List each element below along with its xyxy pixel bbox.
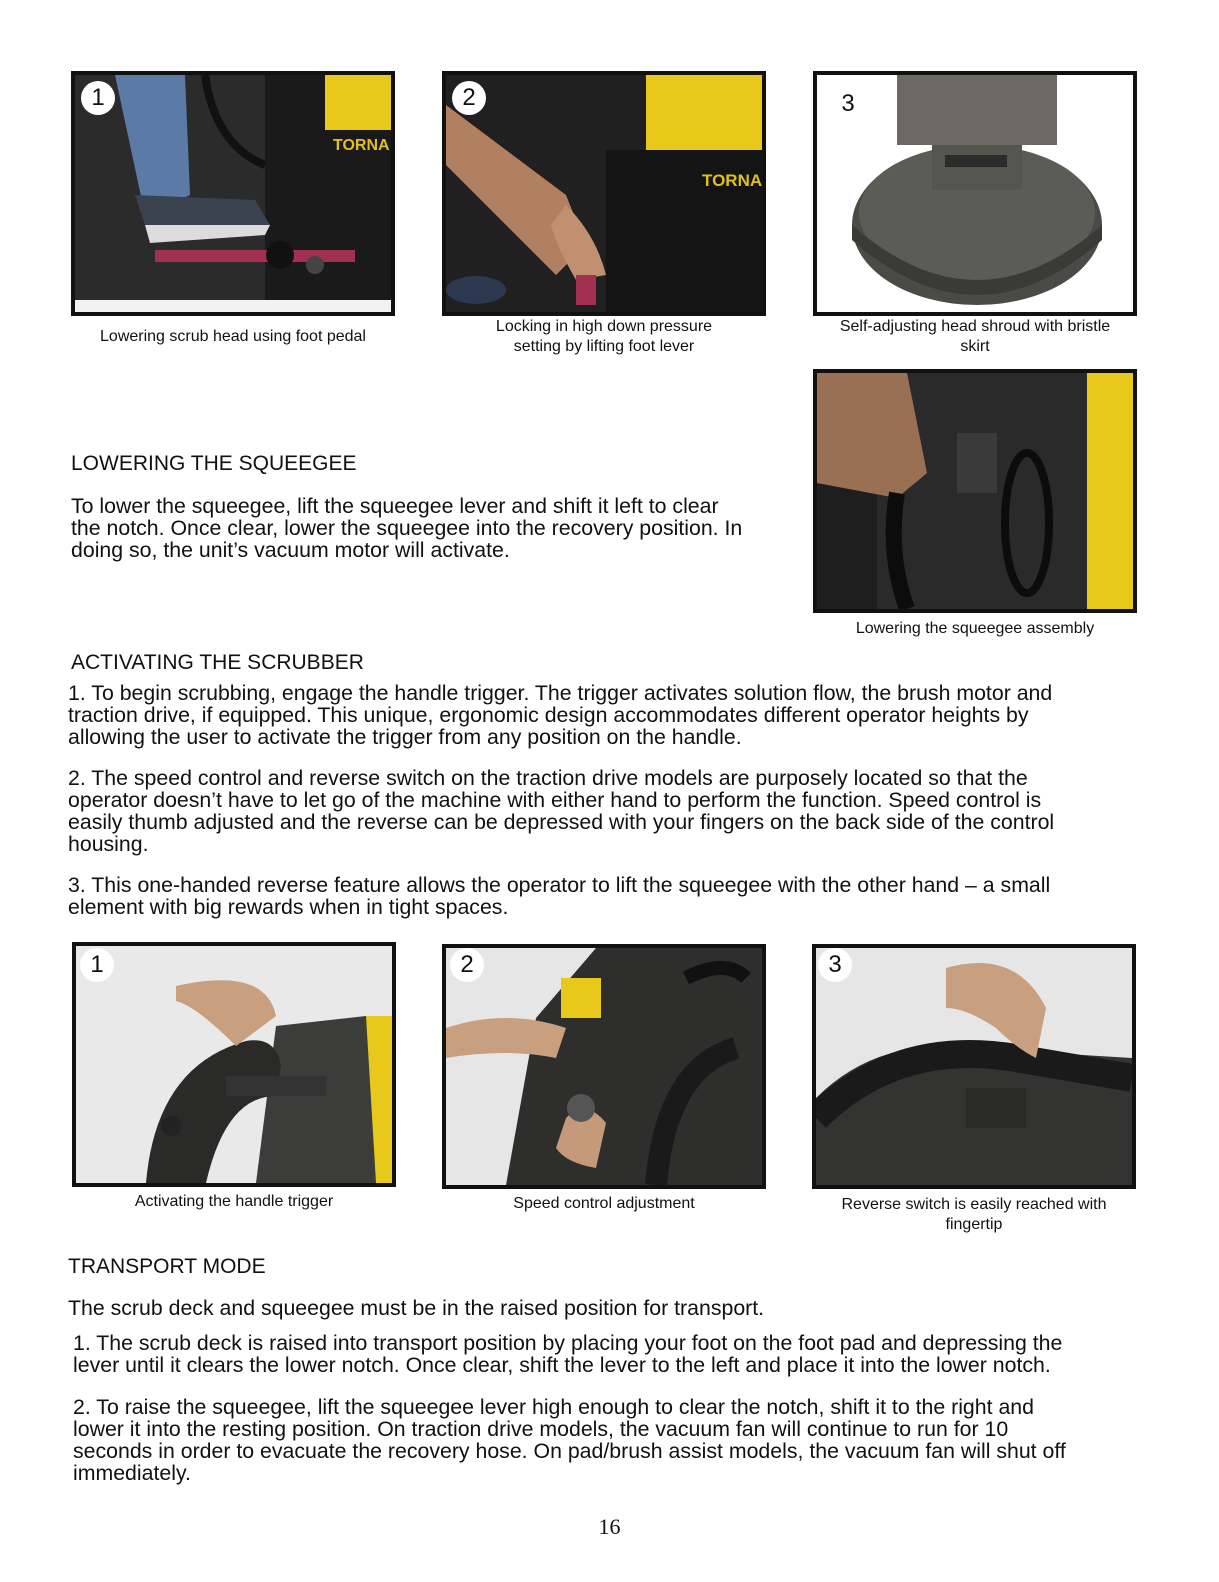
text-line: 3. This one-handed reverse feature allows the operator to lift the squeegee with the other hand – a small [68, 873, 1051, 897]
figure-number-badge: 2 [450, 948, 484, 982]
text-line: allowing the user to activate the trigger from any position on the handle. [68, 725, 742, 749]
section-heading-activating-scrubber: ACTIVATING THE SCRUBBER [71, 651, 364, 674]
text-line: To lower the squeegee, lift the squeegee lever and shift it left to clear [71, 494, 719, 518]
text-line: 1. To begin scrubbing, engage the handle trigger. The trigger activates solution flow, the brush motor and [68, 681, 1053, 705]
photo-foot-pedal [71, 71, 395, 316]
text-line: lower it into the resting position. On traction drive models, the vacuum fan will continue to run for 10 [73, 1417, 1009, 1441]
foot-pedal-illustration [75, 75, 391, 312]
caption-squeegee-assembly: Lowering the squeegee assembly [855, 620, 1095, 637]
text-line: 2. The speed control and reverse switch on the traction drive models are purposely located so that the [68, 766, 1028, 790]
section-heading-lowering-squeegee: LOWERING THE SQUEEGEE [71, 452, 357, 475]
lowering-squeegee-paragraph [71, 495, 811, 561]
text-line: 2. To raise the squeegee, lift the squeegee lever high enough to clear the notch, shift it to the right and [73, 1395, 1034, 1419]
photo-foot-lever [442, 71, 766, 316]
caption-line: Locking in high down pressure [495, 318, 713, 335]
figure-number-badge: 1 [81, 81, 115, 115]
caption-line: skirt [960, 338, 990, 355]
caption-foot-lever [442, 317, 766, 357]
foot-lever-illustration [446, 75, 762, 312]
figure-number-badge: 2 [452, 81, 486, 115]
transport-paragraph-1 [73, 1332, 1173, 1376]
caption-head-shroud [813, 317, 1137, 357]
text-line: immediately. [73, 1461, 191, 1485]
figure-number-badge: 1 [80, 948, 114, 982]
text-line: operator doesn’t have to let go of the machine with either hand to perform the function. Speed control is [68, 788, 1042, 812]
reverse-switch-illustration [816, 948, 1132, 1185]
squeegee-assembly-illustration [817, 373, 1133, 609]
photo-handle-trigger [72, 942, 396, 1187]
caption-line: fingertip [945, 1216, 1003, 1233]
caption-foot-pedal: Lowering scrub head using foot pedal [100, 328, 366, 345]
section-heading-transport-mode: TRANSPORT MODE [68, 1255, 266, 1278]
text-line: the notch. Once clear, lower the squeegee into the recovery position. In [71, 516, 743, 540]
tornado-logo: TORNA [702, 171, 763, 190]
photo-reverse-switch [812, 944, 1136, 1189]
photo-squeegee-assembly [813, 369, 1137, 613]
text-line: easily thumb adjusted and the reverse can be depressed with your fingers on the back side of the control [68, 810, 1055, 834]
caption-line: Self-adjusting head shroud with bristle [839, 318, 1111, 335]
figure-number-badge: 3 [818, 948, 852, 982]
caption-reverse-switch [812, 1195, 1136, 1235]
text-line: doing so, the unit’s vacuum motor will activate. [71, 538, 510, 562]
transport-paragraph-2 [73, 1396, 1173, 1484]
transport-intro: The scrub deck and squeegee must be in the raised position for transport. [68, 1296, 765, 1320]
text-line: element with big rewards when in tight spaces. [68, 895, 509, 919]
text-line: lever until it clears the lower notch. Once clear, shift the lever to the left and place it into the lower notch. [73, 1353, 1051, 1377]
activating-paragraph-1 [68, 682, 1168, 748]
text-line: seconds in order to evacuate the recovery hose. On pad/brush assist models, the vacuum fan will shut off [73, 1439, 1066, 1463]
head-shroud-illustration [817, 75, 1133, 312]
figure-number-badge: 3 [841, 90, 855, 117]
page-number: 16 [598, 1514, 621, 1539]
caption-handle-trigger: Activating the handle trigger [134, 1193, 334, 1210]
photo-head-shroud [813, 71, 1137, 316]
activating-paragraph-2 [68, 767, 1168, 855]
activating-paragraph-3 [68, 874, 1168, 918]
caption-line: Reverse switch is easily reached with [841, 1196, 1107, 1213]
handle-trigger-illustration [76, 946, 392, 1183]
photo-speed-control [442, 944, 766, 1189]
caption-line: setting by lifting foot lever [513, 338, 695, 355]
text-line: traction drive, if equipped. This unique, ergonomic design accommodates different operator heights by [68, 703, 1029, 727]
tornado-logo: TORNA [333, 137, 390, 154]
caption-speed-control: Speed control adjustment [513, 1195, 695, 1212]
speed-control-illustration [446, 948, 762, 1185]
text-line: housing. [68, 832, 149, 856]
text-line: 1. The scrub deck is raised into transport position by placing your foot on the foot pad and depressing the [73, 1331, 1063, 1355]
